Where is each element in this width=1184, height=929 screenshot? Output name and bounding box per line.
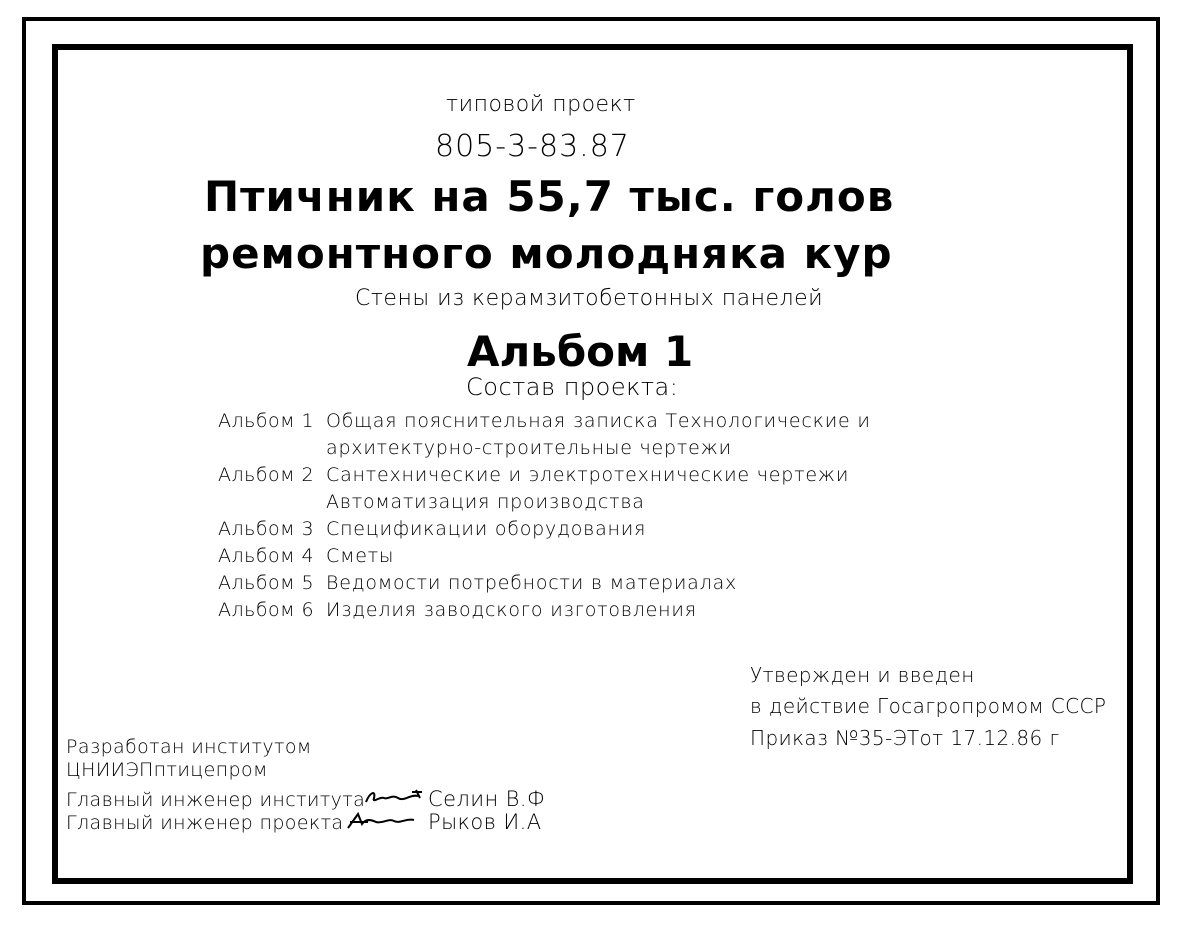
- chief-project-name: Рыков И.А: [428, 810, 542, 834]
- approval-line-1: Утвержден и введен: [750, 663, 975, 687]
- album-5-text: Ведомости потребности в материалах: [326, 572, 738, 594]
- chief-project-label: Главный инженер проекта: [66, 812, 344, 834]
- subtitle: Стены из керамзитобетонных панелей: [355, 286, 824, 311]
- album-6-label: Альбом 6: [218, 599, 315, 621]
- album-3-text: Спецификации оборудования: [326, 518, 647, 540]
- album-1-label: Альбом 1: [218, 410, 315, 432]
- chief-institute-label: Главный инженер института: [66, 789, 366, 811]
- album-1-text: Общая пояснительная записка Технологические и: [326, 410, 871, 432]
- title-line-1: Птичник на 55,7 тыс. голов: [204, 172, 895, 221]
- approval-line-3: Приказ №35-ЭТот 17.12.86 г: [750, 726, 1060, 750]
- album-5-label: Альбом 5: [218, 572, 315, 594]
- signature-selin-icon: [362, 786, 426, 810]
- album-4-label: Альбом 4: [218, 545, 315, 567]
- album-2-text-cont: Автоматизация производства: [326, 491, 645, 513]
- signature-rykov-icon: [344, 808, 420, 834]
- title-line-2: ремонтного молодняка кур: [200, 229, 893, 278]
- album-1-text-cont: архитектурно-строительные чертежи: [326, 437, 732, 459]
- chief-institute-name: Селин В.Ф: [428, 787, 546, 811]
- album-6-text: Изделия заводского изготовления: [326, 599, 697, 621]
- developer-line-2: ЦНИИЭПптицепром: [66, 759, 268, 781]
- album-2-text: Сантехнические и электротехнические чертежи: [326, 464, 850, 486]
- album-3-label: Альбом 3: [218, 518, 315, 540]
- approval-line-2: в действие Госагропромом СССР: [750, 694, 1107, 718]
- developer-line-1: Разработан институтом: [66, 736, 312, 758]
- project-type-label: типовой проект: [446, 92, 636, 117]
- project-number: 805-3-83.87: [435, 129, 630, 164]
- composition-heading: Состав проекта:: [466, 373, 679, 401]
- album-2-label: Альбом 2: [218, 464, 315, 486]
- album-4-text: Сметы: [326, 545, 395, 567]
- album-title: Альбом 1: [467, 327, 694, 376]
